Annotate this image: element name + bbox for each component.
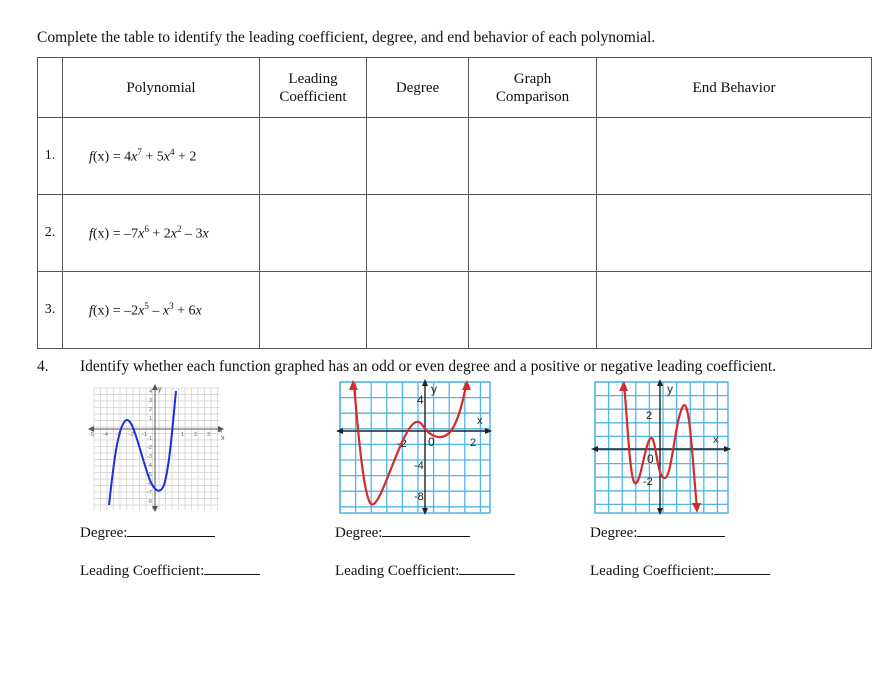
graph-1-tick: -8 xyxy=(147,499,152,505)
row-number: 2. xyxy=(38,195,63,272)
degree-blank[interactable] xyxy=(382,522,470,537)
graph-3 xyxy=(590,378,735,518)
graph-1-x-label: x xyxy=(221,435,225,442)
leading-blank[interactable] xyxy=(714,560,770,575)
row-number: 1. xyxy=(38,118,63,195)
polynomial-expression: $f(x) = -2x^5 - x^3 + 6x$ xyxy=(63,272,260,349)
graph-1-degree-field[interactable]: Degree: xyxy=(80,522,215,542)
graph-3-tick: 0 xyxy=(647,452,654,466)
graph-1-tick: -2 xyxy=(147,445,152,451)
header-polynomial: Polynomial xyxy=(63,58,260,118)
table-row xyxy=(38,118,872,195)
table-row xyxy=(38,195,872,272)
graph-1-tick: -5 xyxy=(147,472,152,478)
graph-comparison-cell[interactable] xyxy=(469,195,597,272)
graph-1-tick: 2 xyxy=(149,407,153,413)
graph-3-tick: 2 xyxy=(646,410,653,422)
header-end-behavior: End Behavior xyxy=(597,58,872,118)
graph-1-tick: 4 xyxy=(219,429,223,435)
leading-coefficient-cell[interactable] xyxy=(260,118,367,195)
graph-3-leading-field[interactable]: Leading Coefficient: xyxy=(590,560,770,580)
question-4-number: 4. xyxy=(37,358,49,375)
degree-cell[interactable] xyxy=(367,272,469,349)
graph-3-y-label: y xyxy=(667,382,673,396)
graph-2-tick: 0 xyxy=(428,435,435,449)
table-header-row xyxy=(38,58,872,118)
graph-1-tick: 4 xyxy=(149,389,153,395)
graph-1-curve xyxy=(109,391,176,505)
graph-2-x-label: x xyxy=(477,415,483,427)
graph-1-tick: 1 xyxy=(149,416,153,422)
graph-1-tick: 3 xyxy=(149,398,153,404)
graph-2 xyxy=(335,378,495,518)
header-graph-comparison: Graph Comparison xyxy=(469,58,597,118)
end-behavior-cell[interactable] xyxy=(597,118,872,195)
graph-1-tick: 2 xyxy=(194,432,198,438)
graph-1-tick: -6 xyxy=(147,481,152,487)
graph-comparison-cell[interactable] xyxy=(469,118,597,195)
graph-1-tick: -3 xyxy=(116,432,121,438)
end-behavior-cell[interactable] xyxy=(597,272,872,349)
graph-2-tick: -2 xyxy=(397,438,407,450)
graph-1-y-label: y xyxy=(158,386,162,393)
leading-blank[interactable] xyxy=(459,560,515,575)
graph-3-x-label: x xyxy=(713,434,719,446)
graph-1-tick: -7 xyxy=(147,490,152,496)
polynomial-expression: $f(x) = 4x^7 + 5x^4 + 2$ xyxy=(63,118,260,195)
graph-1-leading-field[interactable]: Leading Coefficient: xyxy=(80,560,260,580)
degree-cell[interactable] xyxy=(367,118,469,195)
row-number: 3. xyxy=(38,272,63,349)
graph-2-leading-field[interactable]: Leading Coefficient: xyxy=(335,560,515,580)
graph-1-tick: -1 xyxy=(142,432,147,438)
graph-2-degree-field[interactable]: Degree: xyxy=(335,522,470,542)
graph-1-tick: -4 xyxy=(103,432,108,438)
graph-comparison-cell[interactable] xyxy=(469,272,597,349)
graph-1-tick: -5 xyxy=(89,432,94,438)
instructions: Complete the table to identify the leading coefficient, degree, and end behavior of each polynomial. xyxy=(37,29,656,46)
graph-3-tick: -2 xyxy=(643,476,653,488)
graph-2-tick: 4 xyxy=(417,393,424,407)
degree-cell[interactable] xyxy=(367,195,469,272)
graph-1-tick: -2 xyxy=(129,432,134,438)
degree-blank[interactable] xyxy=(127,522,215,537)
leading-coefficient-cell[interactable] xyxy=(260,272,367,349)
graph-1-tick: -1 xyxy=(147,436,152,442)
graph-1 xyxy=(85,382,230,514)
graph-1-tick: 1 xyxy=(181,432,185,438)
degree-blank[interactable] xyxy=(637,522,725,537)
graph-1-tick: 3 xyxy=(207,432,211,438)
end-behavior-cell[interactable] xyxy=(597,195,872,272)
leading-coefficient-cell[interactable] xyxy=(260,195,367,272)
graph-2-y-label: y xyxy=(431,382,437,396)
polynomial-table xyxy=(37,57,872,349)
header-leading-coefficient: Leading Coefficient xyxy=(260,58,367,118)
polynomial-expression: $f(x) = -7x^6 + 2x^2 - 3x$ xyxy=(63,195,260,272)
graph-1-tick: -3 xyxy=(147,454,152,460)
graph-2-tick: -4 xyxy=(414,460,424,472)
leading-blank[interactable] xyxy=(204,560,260,575)
header-number xyxy=(38,58,63,118)
graph-1-tick: -4 xyxy=(147,463,152,469)
graph-3-degree-field[interactable]: Degree: xyxy=(590,522,725,542)
question-4-text: Identify whether each function graphed has an odd or even degree and a positive or negative leading coefficient. xyxy=(80,358,777,375)
graph-2-tick: -8 xyxy=(414,491,424,503)
graph-2-tick: 2 xyxy=(470,437,477,449)
table-row xyxy=(38,272,872,349)
header-degree: Degree xyxy=(367,58,469,118)
